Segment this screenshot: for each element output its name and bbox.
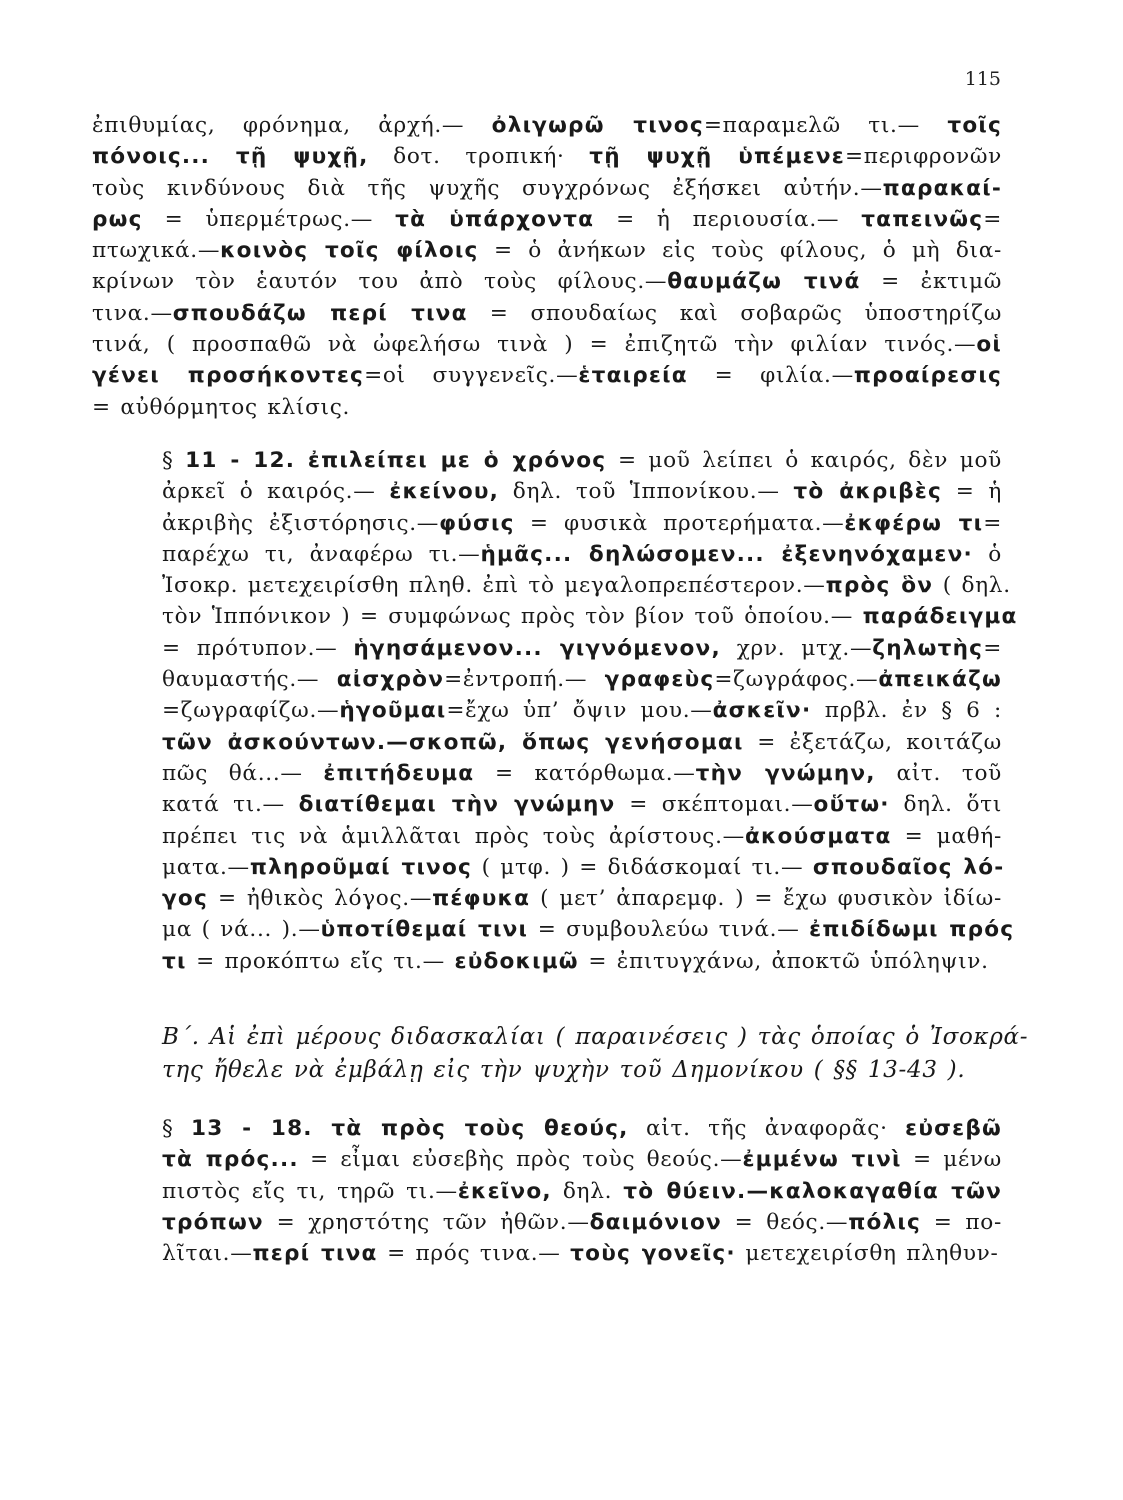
definition-text: τοὺς κινδύνους διὰ τῆς ψυχῆς συγχρόνως ἐξήσκει αὐτήν.— (92, 175, 883, 201)
glossary-term: εὐσεβῶ (905, 1116, 1002, 1142)
glossary-term: γένει προσήκοντες (92, 363, 365, 389)
definition-text: ( δηλ. (933, 573, 1011, 599)
text-line (92, 633, 1002, 664)
definition-text: της ἤθελε νὰ ἐμβάλῃ εἰς τὴν ψυχὴν τοῦ Δημονίκου ( §§ 13-43 ). (162, 1057, 966, 1084)
glossary-term: ἐπιτήδευμα (323, 760, 475, 786)
definition-text: = ἠθικὸς λόγος.— (207, 886, 433, 912)
glossary-term: παρακαί- (882, 175, 1002, 201)
glossary-term: τῇ ψυχῇ ὑπέμενε (589, 144, 845, 170)
definition-text: χρν. μτχ.— (720, 635, 873, 661)
definition-text: = ἡ (942, 479, 1002, 505)
glossary-term: τῶν ἀσκούντων.—σκοπῶ, ὅπως γενήσομαι (162, 729, 744, 755)
glossary-term: τι (162, 948, 187, 974)
text-line (92, 204, 1002, 235)
glossary-term: ζηλωτὴς (872, 635, 984, 661)
definition-text: = (983, 206, 1003, 232)
glossary-term: τὸ θύειν.—καλοκαγαθία τῶν (623, 1178, 1003, 1204)
text-line (92, 266, 1002, 297)
glossary-term: αἰσχρὸν (336, 667, 445, 693)
glossary-term: ἐπιδίδωμι πρός (809, 917, 1015, 943)
glossary-term: ρως (92, 206, 143, 232)
definition-text: B΄. Αἱ ἐπὶ μέρους διδασκαλίαι ( παραινέσεις ) τὰς ὁποίας ὁ Ἰσοκρά- (162, 1024, 1029, 1051)
definition-text: = θεός.— (721, 1209, 849, 1235)
glossary-term: οἱ (976, 332, 1002, 358)
definition-text: =περιφρονῶν (844, 144, 1002, 170)
glossary-term: ἡγησάμενον... γιγνόμενον, (353, 635, 721, 661)
definition-text: = μένω (901, 1147, 1002, 1173)
definition-text: τινα.— (92, 300, 173, 326)
text-line (92, 1144, 1002, 1175)
glossary-term: θαυμάζω τινά (667, 269, 861, 295)
definition-text: = (983, 510, 1002, 536)
definition-text: = (983, 635, 1002, 661)
definition-text: =ζωγράφος.— (714, 667, 879, 693)
paragraph-section-11-12 (92, 445, 1018, 977)
definition-text: = μοῦ λείπει ὁ καιρός, δὲν μοῦ (606, 447, 1003, 473)
paragraph-section-13-18 (92, 1113, 1002, 1269)
text-line (92, 789, 1002, 820)
definition-text: = σπουδαίως καὶ σοβαρῶς ὑποστηρίζω (467, 300, 1003, 326)
glossary-term: προαίρεσις (853, 363, 1002, 389)
glossary-term: ταπεινῶς (861, 206, 984, 232)
text-line (92, 852, 1005, 883)
glossary-term: πέφυκα (432, 886, 531, 912)
definition-text: = αὐθόρμητος κλίσις. (92, 394, 351, 420)
glossary-term: τὰ πρός... (162, 1147, 299, 1173)
text-line (92, 1238, 1002, 1269)
definition-text: αἰτ. τῆς ἀναφορᾶς· (628, 1116, 906, 1142)
definition-text: πτωχικά.— (92, 238, 221, 264)
glossary-term: ἀπεικάζω (878, 667, 1002, 693)
glossary-term: τρόπων (162, 1209, 264, 1235)
definition-text: μετεχειρίσθη πληθυν- (735, 1241, 999, 1267)
glossary-term: ἐκφέρω τι (844, 510, 984, 536)
section-heading-b (92, 1021, 1029, 1087)
definition-text: = ἐξετάζω, κοιτάζω (743, 729, 1002, 755)
page-number: 115 (964, 68, 1001, 90)
glossary-term: ὀλιγωρῶ τινος (491, 113, 704, 138)
text-line (92, 476, 1002, 507)
definition-text: πρέπει τις νὰ ἁμιλλᾶται πρὸς τοὺς ἀρίστους.— (162, 823, 745, 849)
glossary-term: τὰ ὑπάρχοντα (395, 206, 595, 232)
glossary-term: ἐκεῖνο, (457, 1178, 552, 1204)
text-line (92, 758, 1002, 789)
glossary-term: τὴν γνώμην, (695, 760, 876, 786)
text-line (92, 727, 1002, 758)
definition-text: = φυσικὰ προτερήματα.— (514, 510, 845, 536)
glossary-term: πόλις (848, 1209, 922, 1235)
text-line (92, 298, 1002, 329)
glossary-term: ἑταιρεία (578, 363, 688, 389)
definition-text: ( μετ’ ἀπαρεμφ. ) = ἔχω φυσικὸν ἰδίω- (530, 886, 1002, 912)
text-line (92, 392, 1002, 423)
text-line (92, 883, 1002, 914)
glossary-term: γος (162, 886, 208, 912)
definition-text: = εἶμαι εὐσεβὴς πρὸς τοὺς θεούς.— (298, 1147, 743, 1173)
definition-text: = ὑπερμέτρως.— (142, 206, 396, 232)
definition-text: =ζωγραφίζω.— (162, 698, 340, 724)
definition-text: =ἐντροπή.— (444, 667, 605, 693)
text-line (92, 141, 1002, 172)
glossary-term: ἡγοῦμαι (339, 698, 447, 724)
body-text (92, 110, 1029, 1270)
text-line (92, 570, 1011, 601)
glossary-term: ἡμᾶς... δηλώσομεν... ἐξενηνόχαμεν· (480, 541, 973, 567)
glossary-term: ἀκούσματα (744, 823, 892, 849)
definition-text: =οἱ συγγενεῖς.— (364, 363, 579, 389)
definition-text: πῶς θά...— (162, 760, 324, 786)
text-line (92, 946, 1002, 977)
definition-text: μα ( νά... ).— (162, 917, 321, 943)
glossary-term: σπουδάζω περί τινα (172, 300, 468, 326)
definition-text: τινά, ( προσπαθῶ νὰ ὠφελήσω τινὰ ) = ἐπιζητῶ τὴν φιλίαν τινός.— (92, 332, 977, 358)
text-line (92, 1021, 1029, 1054)
glossary-term: τοὺς γονεῖς· (570, 1241, 736, 1267)
definition-text: πρβλ. ἐν § 6 : (811, 698, 1002, 724)
definition-text: = ἐκτιμῶ (860, 269, 1002, 295)
definition-text: = πρός τινα.— (377, 1241, 571, 1267)
definition-text: = σκέπτομαι.— (615, 792, 814, 818)
glossary-term: ἐκείνου, (389, 479, 500, 505)
glossary-term: διατίθεμαι τὴν γνώμην (298, 792, 616, 818)
definition-text: κρίνων τὸν ἑαυτόν του ἀπὸ τοὺς φίλους.— (92, 269, 668, 295)
definition-text: ὁ (972, 541, 1003, 567)
glossary-term: 11 - 12. ἐπιλείπει με ὁ χρόνος (185, 447, 607, 473)
glossary-term: γραφεὺς (604, 667, 715, 693)
glossary-term: οὕτω· (813, 792, 890, 818)
glossary-term: περί τινα (252, 1241, 378, 1267)
glossary-term: πόνοις... τῇ ψυχῇ, (92, 144, 369, 170)
definition-text: δοτ. τροπική· (368, 144, 590, 170)
definition-text: δηλ. τοῦ Ἱππονίκου.— (499, 479, 794, 505)
definition-text: δηλ. (551, 1178, 624, 1204)
text-line (92, 329, 1002, 360)
definition-text: = φιλία.— (687, 363, 854, 389)
text-line (92, 821, 1002, 852)
definition-text: = μαθή- (891, 823, 1002, 849)
text-line (92, 445, 1002, 476)
definition-text: = πο- (921, 1209, 1002, 1235)
definition-text: = πρότυπον.— (162, 635, 354, 661)
glossary-term: τοῖς (947, 113, 1002, 138)
definition-text: δηλ. ὅτι (889, 792, 1002, 818)
glossary-term: παράδειγμα (862, 604, 1018, 630)
definition-text: = ἐπιτυγχάνω, ἀποκτῶ ὑπόληψιν. (578, 948, 989, 974)
definition-text: ( μτφ. ) = διδάσκομαί τι.— (472, 854, 813, 880)
definition-text: =παραμελῶ τι.— (703, 113, 948, 138)
text-line (92, 1207, 1002, 1238)
glossary-term: σπουδαῖος λό- (812, 854, 1005, 880)
definition-text: = κατόρθωμα.— (474, 760, 696, 786)
glossary-term: εὐδοκιμῶ (454, 948, 579, 974)
glossary-term: κοινὸς τοῖς φίλοις (220, 238, 479, 264)
definition-text: = ἡ περιουσία.— (594, 206, 862, 232)
glossary-term: ἀσκεῖν· (712, 698, 812, 724)
paragraph-definitions-intro (92, 110, 1002, 423)
glossary-term: πρὸς ὃν (825, 573, 934, 599)
glossary-term: ὑποτίθεμαί τινι (320, 917, 529, 943)
definition-text: § (162, 1116, 191, 1142)
glossary-term: φύσις (439, 510, 515, 536)
definition-text: = προκόπτω εἴς τι.— (186, 948, 455, 974)
glossary-term: ἐμμένω τινὶ (742, 1147, 902, 1173)
glossary-term: τὸ ἀκριβὲς (793, 479, 943, 505)
definition-text: Ἰσοκρ. μετεχειρίσθη πληθ. ἐπὶ τὸ μεγαλοπρεπέστερον.— (162, 573, 826, 599)
text-line (92, 695, 1002, 726)
definition-text: ἀκριβὴς ἐξιστόρησις.— (162, 510, 440, 536)
definition-text: § (162, 447, 186, 473)
definition-text: ἐπιθυμίας, φρόνημα, ἀρχή.— (92, 113, 492, 138)
text-line (92, 360, 1002, 391)
text-line (92, 235, 1002, 266)
definition-text: πιστὸς εἴς τι, τηρῶ τι.— (162, 1178, 458, 1204)
text-line (92, 539, 1002, 570)
glossary-term: πληροῦμαί τινος (249, 854, 473, 880)
glossary-term: 13 - 18. τὰ πρὸς τοὺς θεούς, (190, 1116, 629, 1142)
text-line (92, 601, 1018, 632)
definition-text: λῖται.— (162, 1241, 253, 1267)
definition-text: ἀρκεῖ ὁ καιρός.— (162, 479, 390, 505)
definition-text: = χρηστότης τῶν ἠθῶν.— (263, 1209, 590, 1235)
definition-text: = ὁ ἀνήκων εἰς τοὺς φίλους, ὁ μὴ δια- (478, 238, 1002, 264)
definition-text: = συμβουλεύω τινά.— (528, 917, 810, 943)
text-line (92, 508, 1002, 539)
text-line (92, 664, 1002, 695)
text-line (92, 914, 1015, 945)
text-line (92, 1113, 1002, 1144)
text-line (92, 173, 1002, 204)
definition-text: θαυμαστής.— (162, 667, 337, 693)
text-line (92, 110, 1002, 141)
definition-text: παρέχω τι, ἀναφέρω τι.— (162, 541, 481, 567)
glossary-term: δαιμόνιον (589, 1209, 722, 1235)
definition-text: =ἔχω ὑπ’ ὄψιν μου.— (446, 698, 713, 724)
definition-text: ματα.— (162, 854, 250, 880)
text-line (92, 1176, 1002, 1207)
definition-text: τὸν Ἱππόνικον ) = συμφώνως πρὸς τὸν βίον τοῦ ὁποίου.— (162, 604, 863, 630)
definition-text: κατά τι.— (162, 792, 299, 818)
definition-text: αἰτ. τοῦ (875, 760, 1002, 786)
text-line (92, 1054, 1002, 1087)
